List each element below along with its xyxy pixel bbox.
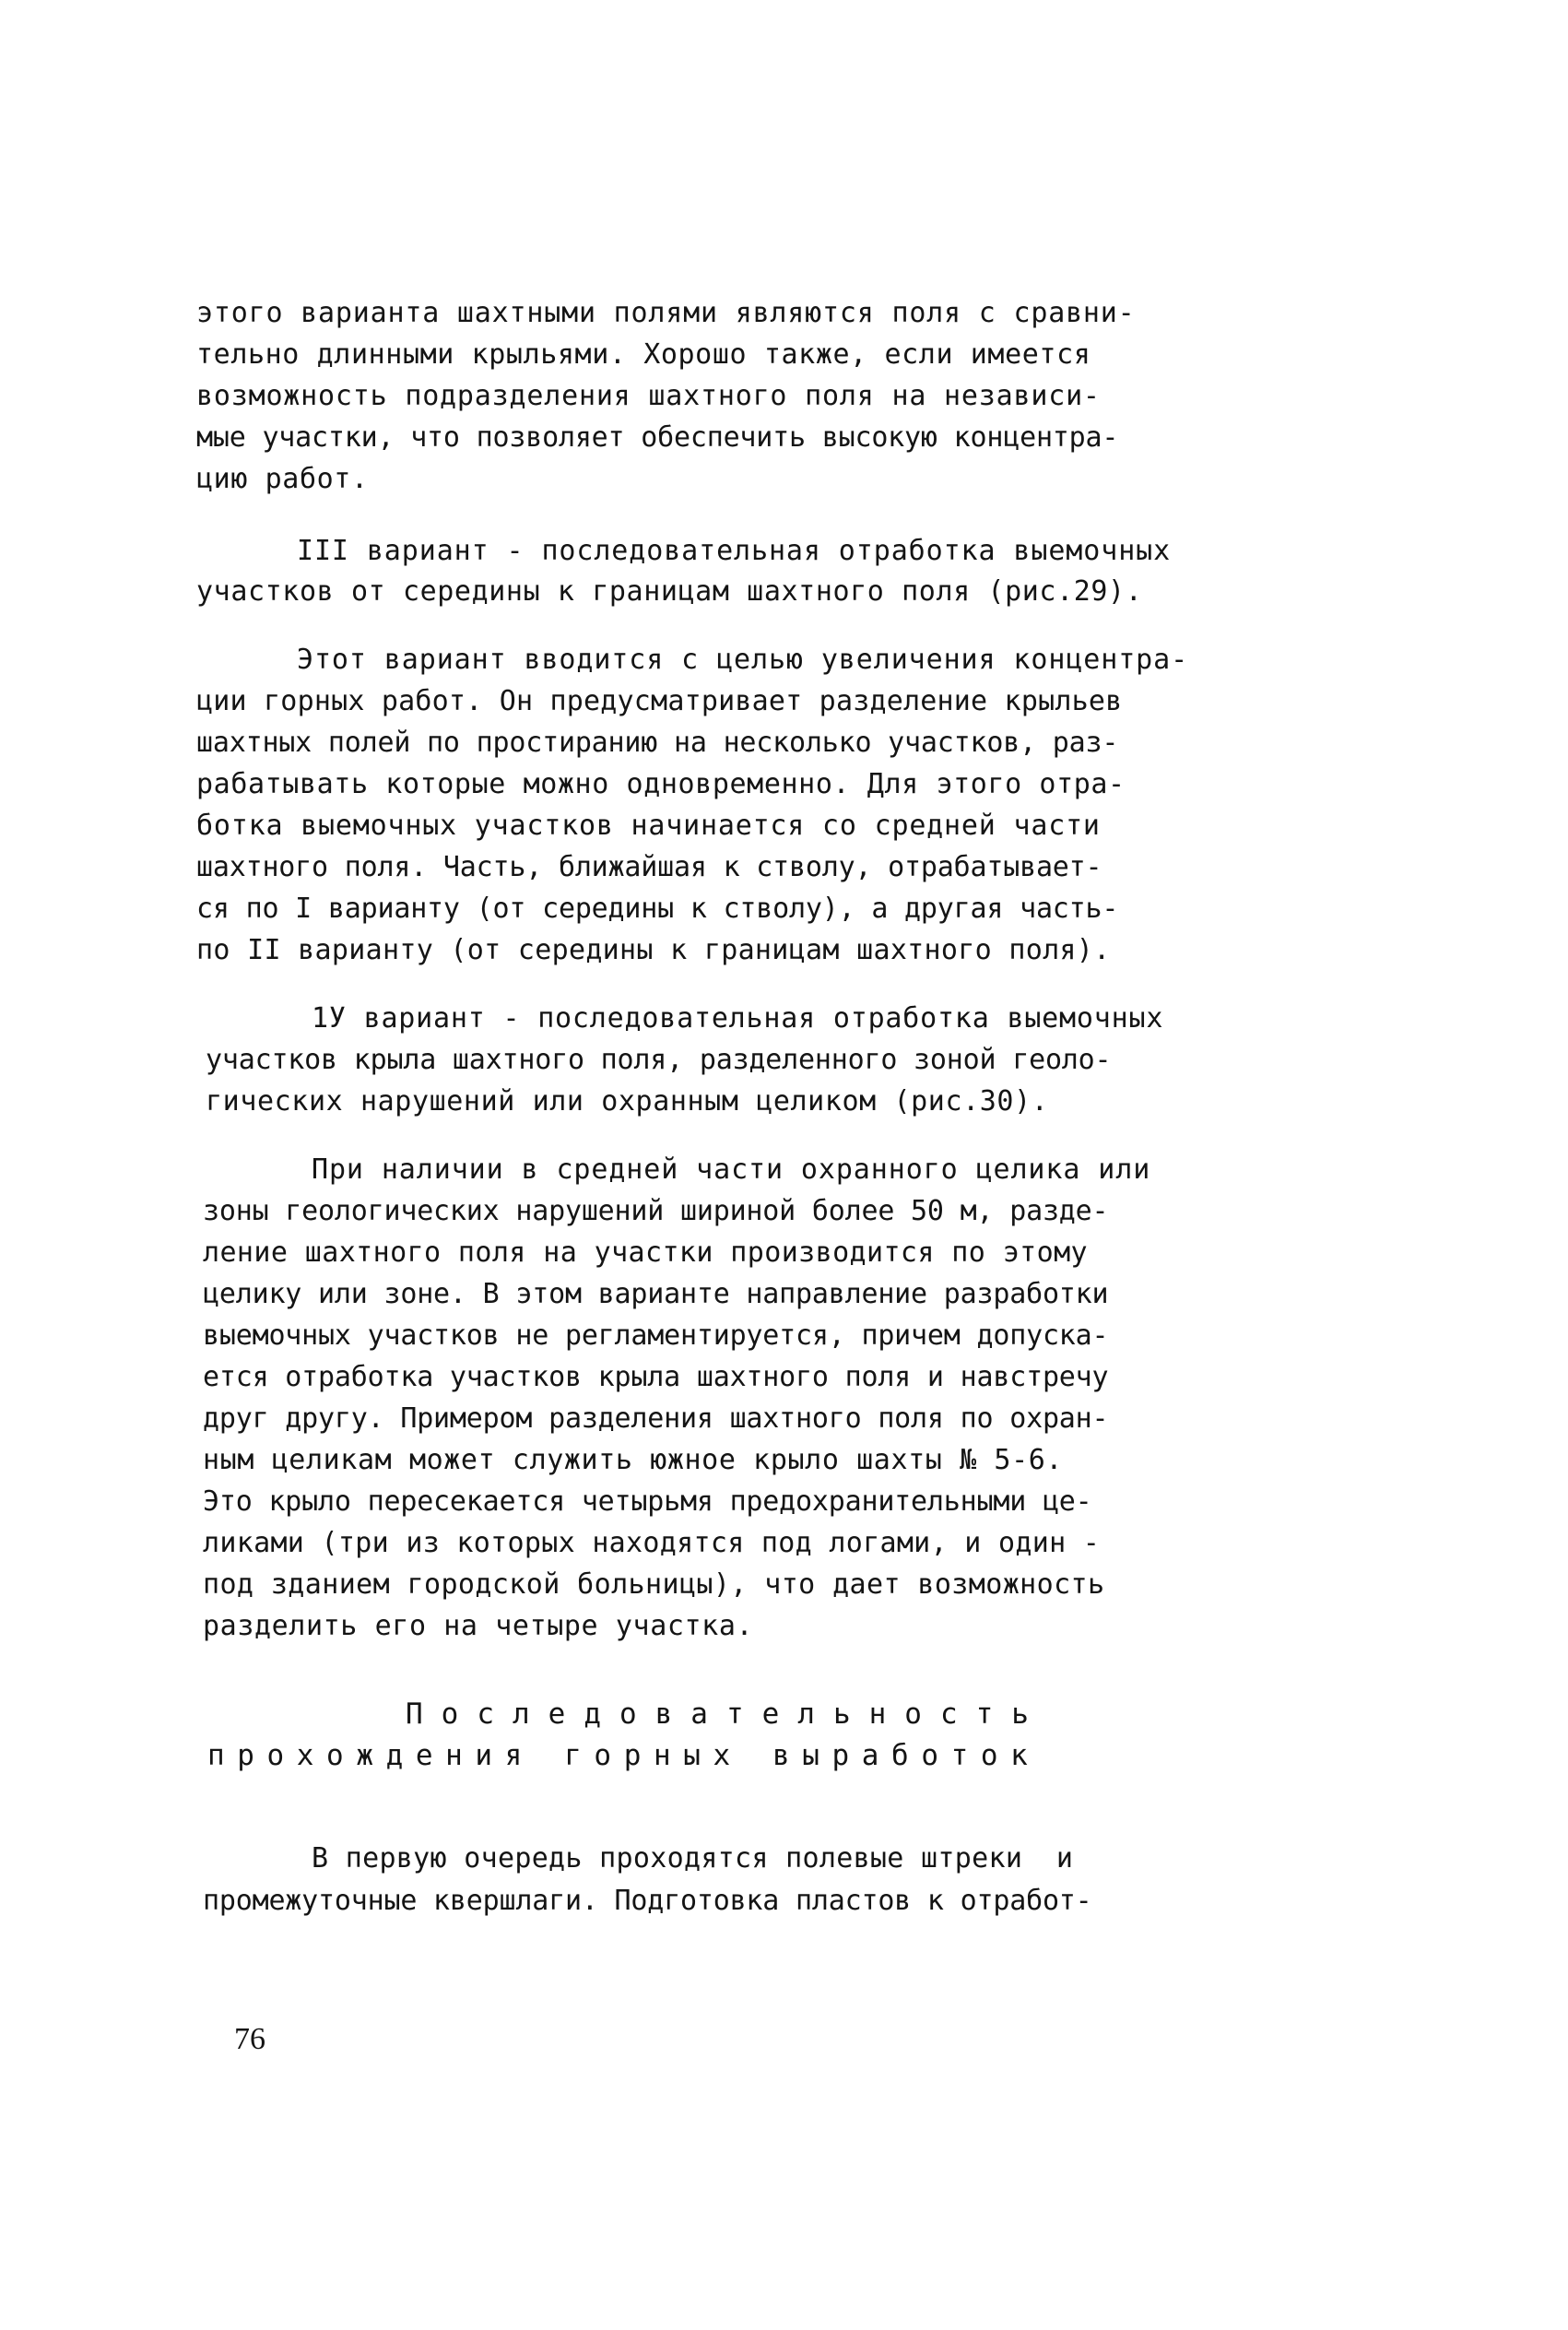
paragraph-2-line-2: участков от середины к границам шахтного поля (рис.29).	[196, 575, 1143, 608]
paragraph-1-line-3: возможность подразделения шахтного поля на независи-	[196, 380, 1101, 412]
paragraph-5-line-6: ется отработка участков крыла шахтного поля и навстречу	[203, 1361, 1109, 1393]
paragraph-5-line-9: Это крыло пересекается четырьмя предохранительными це-	[203, 1485, 1092, 1518]
paragraph-5-line-7: друг другу. Примером разделения шахтного поля по охран-	[203, 1402, 1109, 1435]
paragraph-4-line-2: участков крыла шахтного поля, разделенного зоной геоло-	[206, 1044, 1112, 1076]
paragraph-5-line-11: под зданием городской больницы), что дает возможность	[203, 1568, 1105, 1601]
paragraph-3-line-5: ботка выемочных участков начинается со средней части	[196, 810, 1101, 842]
paragraph-5-line-12: разделить его на четыре участка.	[203, 1610, 754, 1642]
paragraph-3-line-8: по II варианту (от середины к границам шахтного поля).	[196, 934, 1111, 966]
paragraph-5-line-5: выемочных участков не регламентируется, причем допуска-	[203, 1319, 1109, 1352]
paragraph-1-line-1: этого варианта шахтными полями являются поля с сравни-	[196, 297, 1136, 329]
paragraph-3-line-4: рабатывать которые можно одновременно. Для этого отра-	[196, 768, 1126, 800]
paragraph-1-line-2: тельно длинными крыльями. Хорошо также, если имеется	[196, 338, 1091, 371]
paragraph-3-line-3: шахтных полей по простиранию на несколько участков, раз-	[196, 727, 1119, 759]
paragraph-5-line-1: При наличии в средней части охранного целика или	[312, 1153, 1151, 1186]
section-heading-line-2: прохождения горных выработок	[207, 1739, 1041, 1772]
paragraph-5-line-10: ликами (три из которых находятся под логами, и один -	[203, 1527, 1101, 1559]
paragraph-4-line-1: 1У вариант - последовательная отработка выемочных	[312, 1002, 1164, 1035]
paragraph-3-line-6: шахтного поля. Часть, ближайшая к стволу, отрабатывает-	[196, 851, 1102, 883]
paragraph-1-line-5: цию работ.	[196, 463, 369, 495]
paragraph-5-line-4: целику или зоне. В этом варианте направление разработки	[203, 1278, 1109, 1310]
paragraph-5-line-3: ление шахтного поля на участки производится по этому	[203, 1236, 1088, 1269]
paragraph-5-line-2: зоны геологических нарушений шириной более 50 м, разде-	[203, 1195, 1109, 1227]
paragraph-3-line-7: ся по I варианту (от середины к стволу), а другая часть-	[196, 893, 1119, 925]
page-number: 76	[234, 2022, 265, 2056]
paragraph-2-line-1: III вариант - последовательная отработка выемочных	[297, 535, 1172, 567]
paragraph-4-line-3: гических нарушений или охранным целиком (рис.30).	[206, 1085, 1049, 1118]
final-paragraph-line-2: промежуточные квершлаги. Подготовка пластов к отработ-	[203, 1885, 1092, 1917]
paragraph-3-line-1: Этот вариант вводится с целью увеличения концентра-	[297, 644, 1189, 676]
paragraph-3-line-2: ции горных работ. Он предусматривает разделение крыльев	[196, 685, 1123, 717]
section-heading-line-1: Последовательность	[406, 1697, 1047, 1731]
paragraph-5-line-8: ным целикам может служить южное крыло шахты № 5-6.	[203, 1444, 1064, 1476]
final-paragraph-line-1: В первую очередь проходятся полевые штреки и	[312, 1842, 1074, 1875]
paragraph-1-line-4: мые участки, что позволяет обеспечить высокую концентра-	[196, 421, 1119, 454]
